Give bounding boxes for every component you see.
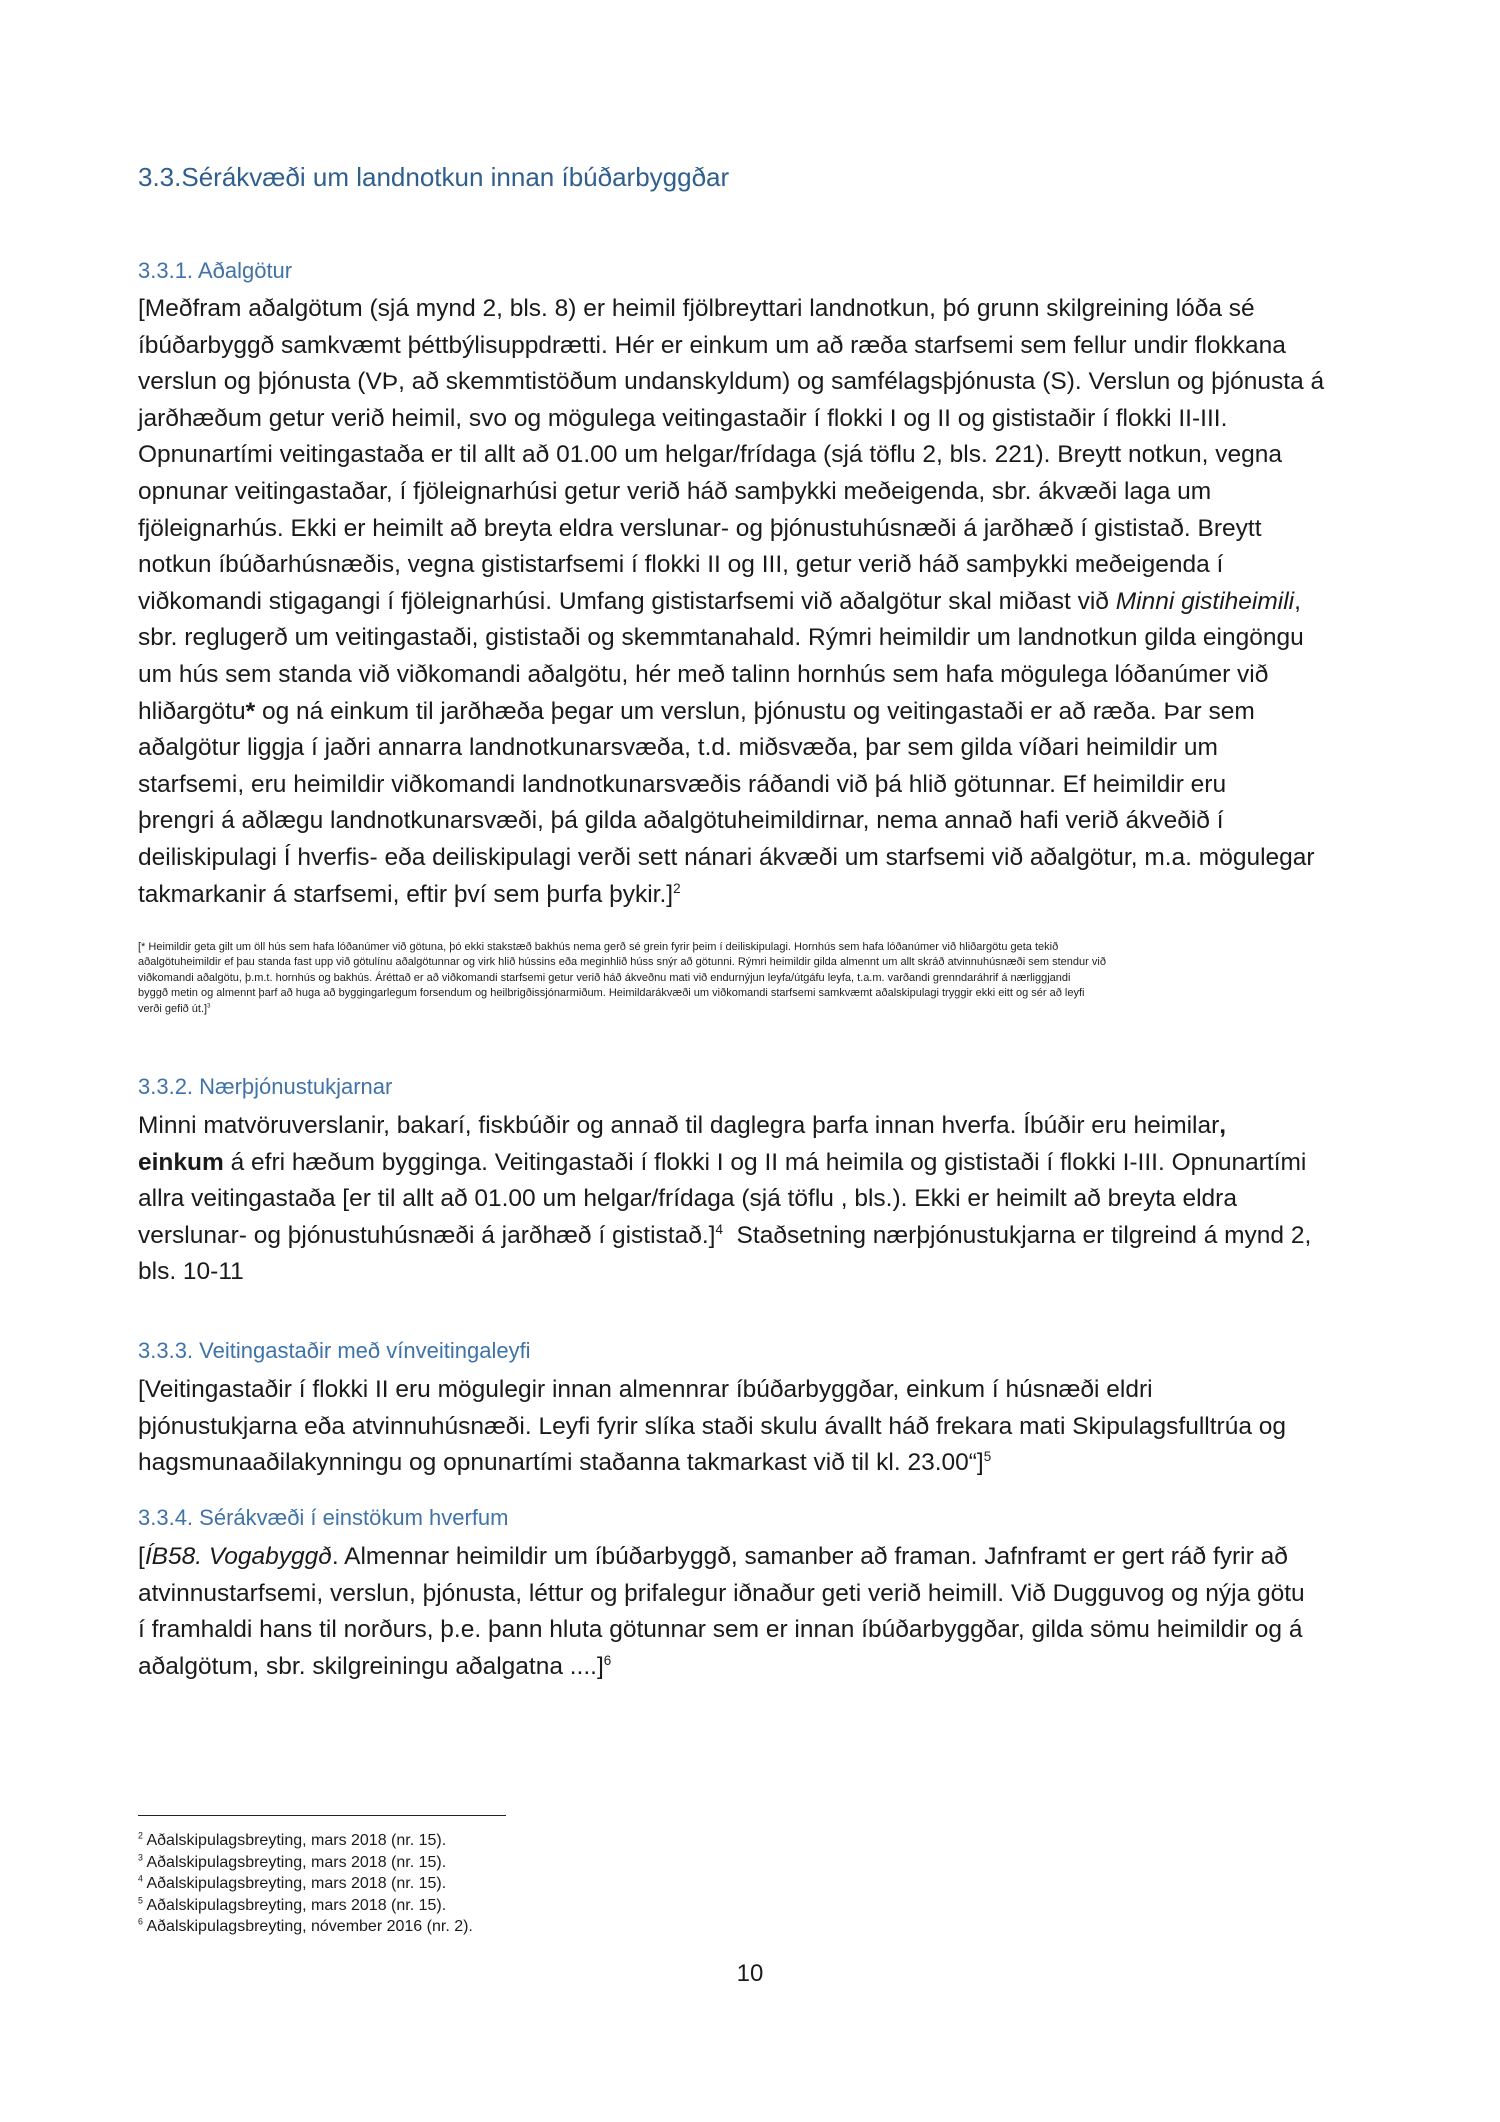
footnote-number: 4	[138, 1873, 143, 1884]
text-line: [Meðfram aðalgötum (sjá mynd 2, bls. 8) er heimil fjölbreyttari landnotkun, þó grunn skilgreining lóða sé	[138, 295, 1255, 322]
footnote-text: Aðalskipulagsbreyting, mars 2018 (nr. 15).	[142, 1896, 447, 1914]
text-line	[138, 1649, 1388, 1686]
note-line	[138, 1002, 1388, 1017]
heading-3-3-2: 3.3.2. Nærþjónustukjarnar	[138, 1074, 393, 1099]
paragraph-serakvaedi	[138, 1539, 1388, 1685]
page-number: 10	[736, 1960, 764, 1987]
italic-term: ÍB58. Vogabyggð	[144, 1543, 332, 1570]
text-line: aðalgötur liggja í jaðri annarra landnotkunarsvæða, t.d. miðsvæða, þar sem gilda víðari heimildir um	[138, 734, 1218, 762]
heading-3-3-1: 3.3.1. Aðalgötur	[138, 258, 293, 283]
footnote-text: Aðalskipulagsbreyting, mars 2018 (nr. 15).	[142, 1832, 447, 1849]
footnote-number: 3	[138, 1852, 143, 1863]
footnote-text: Aðalskipulagsbreyting, mars 2018 (nr. 15).	[142, 1875, 447, 1893]
footnote-item	[138, 1852, 473, 1874]
text-line: í framhaldi hans til norðurs, þ.e. þann hluta götunnar sem er innan íbúðarbyggðar, gilda sömu heimildir og á	[138, 1616, 1303, 1644]
bold-comma: ,	[1219, 1112, 1227, 1139]
footnote-ref-5[interactable]: 5	[983, 1449, 992, 1465]
text-line: Opnunartími veitingastaða er til allt að 01.00 um helgar/frídaga (sjá töflu 2, bls. 221). Breytt notkun, vegna	[138, 441, 1282, 469]
text-line: [Veitingastaðir í flokki II eru mögulegir innan almennrar íbúðarbyggðar, einkum í húsnæði eldri	[138, 1376, 1153, 1403]
text-line: allra veitingastaða [er til allt að 01.00 um helgar/frídaga (sjá töflu , bls.). Ekki er heimilt að breyta eldra	[138, 1185, 1237, 1213]
text-line: þjónustukjarna eða atvinnuhúsnæði. Leyfi fyrir slíka staði skulu ávallt háð frekara mati Skipulagsfulltrúa og	[138, 1412, 1287, 1440]
text-segment: verði gefið út.]	[138, 1002, 208, 1015]
paragraph-adalgotur	[138, 291, 1388, 913]
note-line: [* Heimildir geta gilt um öll hús sem hafa lóðanúmer við götuna, þó ekki stakstæð bakhús nema gerð sé grein fyrir þeim í deiliskipulagi. Hornhús sem hafa lóðanúmer við hliðargötu geta tekið	[138, 941, 1059, 953]
footnote-ref-3[interactable]: 3	[207, 1002, 211, 1009]
note-line: byggð metin og almennt þarf að huga að byggingarlegum forsendum og heilbrigðissjónarmiðum. Heimildarákvæði um viðkomandi starfsemi samkvæmt aðalskipulagi tryggir ekki eitt og sér að leyfi	[138, 987, 1085, 1000]
footnote-item	[138, 1916, 473, 1938]
paragraph-naerthjonustukjarnar	[138, 1108, 1388, 1291]
section-title: 3.3.Sérákvæði um landnotkun innan íbúðarbyggðar	[138, 162, 730, 192]
text-segment: [	[138, 1543, 145, 1570]
italic-term: Minni gistiheimili	[1115, 587, 1295, 615]
footnote-number: 6	[138, 1917, 143, 1928]
text-line: notkun íbúðarhúsnæðis, vegna gististarfsemi í flokki II og III, getur verið háð samþykki meðeigenda í	[138, 551, 1224, 579]
text-line: sbr. reglugerð um veitingastaði, gististaði og skemmtanahald. Rýmri heimildir um landnotkun gilda eingöngu	[138, 624, 1304, 652]
footnote-item	[138, 1830, 473, 1852]
text-segment: ,	[1294, 587, 1301, 615]
text-line: verslun og þjónusta (VÞ, að skemmtistöðum undanskyldum) og samfélagsþjónusta (S). Verslun og þjónusta á	[138, 368, 1325, 396]
text-line: fjöleignarhús. Ekki er heimilt að breyta eldra verslunar- og þjónustuhúsnæði á jarðhæð í gististað. Breytt	[138, 514, 1262, 542]
text-line	[138, 1108, 1388, 1145]
footnotes	[138, 1830, 473, 1938]
text-line: atvinnustarfsemi, verslun, þjónusta, léttur og þrifalegur iðnaður geti verið heimill. Við Dugguvog og nýja götu	[138, 1579, 1305, 1607]
text-segment: takmarkanir á starfsemi, eftir því sem þurfa þykir.]	[138, 880, 674, 908]
footnote-number: 2	[138, 1830, 143, 1841]
footnote-item	[138, 1895, 473, 1917]
text-segment: Minni matvöruverslanir, bakarí, fiskbúðir og annað til daglegra þarfa innan hverfa. Íbúðir eru heimilar	[138, 1112, 1220, 1139]
text-segment: . Almennar heimildir um íbúðarbyggð, samanber að framan. Jafnframt er gert ráð fyrir að	[331, 1543, 1288, 1570]
footnote-text: Aðalskipulagsbreyting, mars 2018 (nr. 15).	[142, 1853, 447, 1871]
footnote-number: 5	[138, 1895, 143, 1906]
footnote-ref-4[interactable]: 4	[715, 1221, 723, 1237]
text-line: þrengri á aðlægu landnotkunarsvæði, þá gilda aðalgötuheimildirnar, nema annað hafi verið ákveðið í	[138, 807, 1224, 835]
text-line: deiliskipulagi Í hverfis- eða deiliskipulagi verði sett nánari ákvæði um starfsemi við aðalgötur, m.a. mögulegar	[138, 843, 1315, 871]
footnote-item	[138, 1873, 473, 1895]
footnote-ref-6[interactable]: 6	[603, 1652, 612, 1668]
footnote-separator	[138, 1815, 506, 1816]
text-segment: Staðsetning nærþjónustukjarna er tilgreind á mynd 2,	[722, 1221, 1312, 1249]
text-segment: og ná einkum til jarðhæða þegar um verslun, þjónustu og veitingastaði er að ræða. Þar sem	[255, 697, 1255, 725]
text-segment: aðalgötum, sbr. skilgreiningu aðalgatna ....]	[138, 1652, 604, 1680]
note-block	[138, 940, 1388, 1017]
text-line: jarðhæðum getur verið heimil, svo og mögulega veitingastaðir í flokki I og II og gististaðir í flokki II-III.	[138, 404, 1228, 432]
text-line	[138, 584, 1388, 621]
text-segment: verslunar- og þjónustuhúsnæði á jarðhæð í gististað.]	[138, 1221, 716, 1249]
text-line: bls. 10-11	[138, 1258, 244, 1286]
text-line: um hús sem standa við viðkomandi aðalgötu, hér með talinn hornhús sem hafa mögulega lóðanúmer við	[138, 660, 1269, 688]
text-segment: hliðargötu	[138, 697, 246, 725]
text-line: opnunar veitingastaðar, í fjöleignarhúsi getur verið háð samþykki meðeigenda, sbr. ákvæði laga um	[138, 477, 1212, 505]
text-line	[138, 1539, 1388, 1576]
paragraph-veitingastadir	[138, 1372, 1388, 1482]
text-line	[138, 1445, 1388, 1482]
footnote-text: Aðalskipulagsbreyting, nóvember 2016 (nr. 2).	[142, 1918, 473, 1936]
heading-3-3-4: 3.3.4. Sérákvæði í einstökum hverfum	[138, 1505, 509, 1530]
text-segment: á efri hæðum bygginga. Veitingastaði í flokki I og II má heimila og gististaði í flokki I-III. Opnunartími	[223, 1148, 1307, 1176]
bold-term: einkum	[138, 1148, 224, 1176]
text-line	[138, 1218, 1388, 1255]
footnote-ref-2[interactable]: 2	[673, 880, 681, 896]
text-segment: viðkomandi stigagangi í fjöleignarhúsi. Umfang gististarfsemi við aðalgötur skal miðast við	[138, 587, 1109, 615]
text-line: starfsemi, eru heimildir viðkomandi landnotkunarsvæðis ráðandi við þá hlið götunnar. Ef heimildir eru	[138, 770, 1227, 798]
text-line: íbúðarbyggð samkvæmt þéttbýlisuppdrætti. Hér er einkum um að ræða starfsemi sem fellur undir flokkana	[138, 331, 1286, 359]
asterisk-marker: *	[245, 697, 256, 725]
heading-3-3-3: 3.3.3. Veitingastaðir með vínveitingaleyfi	[138, 1338, 531, 1363]
text-line	[138, 877, 1388, 914]
note-line: aðalgötuheimildir ef þau standa fast upp við götulínu aðalgötunnar og virk hlið hússins eða meginhlið húss snýr að götunni. Rýmri heimildir gilda almennt um allt skráð atvinnuhúsnæði sem stendur við	[138, 956, 1106, 969]
note-line: viðkomandi aðalgötu, þ.m.t. hornhús og bakhús. Áréttað er að viðkomandi starfsemi getur verið háð ákveðnu mati við endurnýjun leyfa/útgáfu leyfa, t.a.m. varðandi grenndaráhrif á nærliggjandi	[138, 971, 1071, 984]
text-segment: hagsmunaaðilakynningu og opnunartími staðanna takmarkast við til kl. 23.00“]	[138, 1449, 984, 1477]
text-line	[138, 1145, 1388, 1182]
text-line	[138, 694, 1388, 731]
